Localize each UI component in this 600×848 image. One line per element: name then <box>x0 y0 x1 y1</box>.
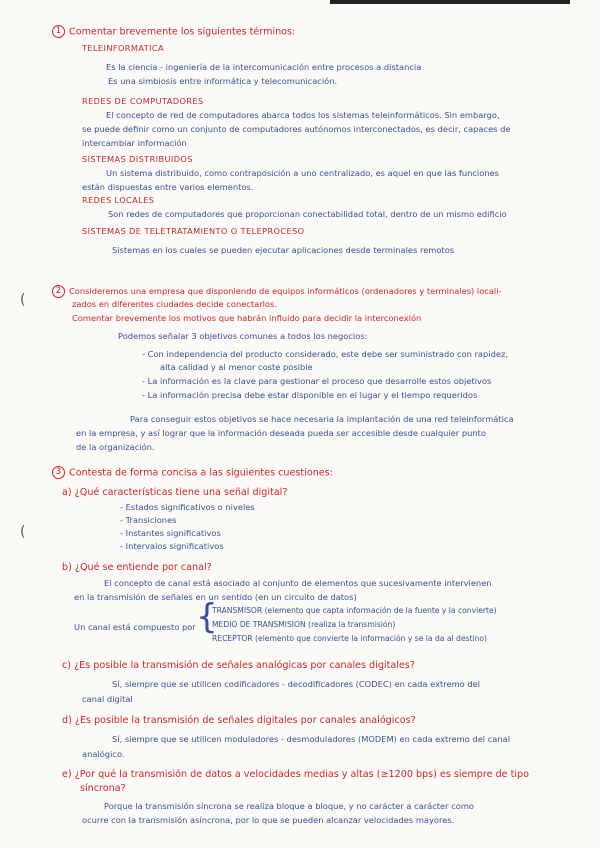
term-redes-locales: REDES LOCALES <box>82 195 155 205</box>
section-2-answer-line-4: - La información es la clave para gestionar el proceso que desarrolle estos objetivos <box>142 376 492 386</box>
section-2-question-line-2: zados en diferentes ciudades decide conectarlos. <box>72 299 277 309</box>
section-2-question-text: Consideremos una empresa que disponiendo de equipos informáticos (ordenadores y terminales) locali- <box>69 286 502 296</box>
term-5-line-1: Sistemas en los cuales se pueden ejecutar aplicaciones desde terminales remotos <box>112 245 455 255</box>
question-e-line-2: síncrona? <box>80 783 126 794</box>
term-3-line-2: están dispuestas entre varios elementos. <box>82 182 254 192</box>
question-e-line-4: ocurre con la transmisión asíncrona, por lo que se pueden alcanzar velocidades mayores. <box>82 815 455 825</box>
section-2-answer-line-7: en la empresa, y así lograr que la información deseada pueda ser accesible desde cualquier punto <box>76 428 486 438</box>
channel-part-transmisor: TRANSMISOR (elemento que capta información de la fuente y la convierte) <box>212 606 497 615</box>
question-b-line-1: El concepto de canal está asociado al conjunto de elementos que sucesivamente intervienen <box>104 578 492 588</box>
section-2-answer-line-8: de la organización. <box>76 442 155 452</box>
scan-edge-mark <box>330 0 570 4</box>
section-3-heading <box>52 466 333 479</box>
question-a-item-1: - Estados significativos o niveles <box>120 502 255 512</box>
question-c-line-1: Sí, siempre que se utilicen codificadores - decodificadores (CODEC) en cada extremo del <box>112 679 481 689</box>
section-2-question-line-3: Comentar brevemente los motivos que habrán influido para decidir la interconexión <box>72 313 422 323</box>
term-1-line-1: Es la ciencia - ingeniería de la intercomunicación entre procesos a distancia <box>106 62 422 72</box>
section-2-answer-line-5: - La información precisa debe estar disponible en el lugar y el tiempo requeridos <box>142 390 478 400</box>
term-sistemas-distribuidos: SISTEMAS DISTRIBUIDOS <box>82 154 193 164</box>
term-2-line-1: El concepto de red de computadores abarca todos los sistemas teleinformáticos. Sin embargo, <box>106 110 500 120</box>
section-2-number: 2 <box>52 285 65 298</box>
section-3-title: Contesta de forma concisa a las siguientes cuestiones: <box>69 467 333 479</box>
term-teleproceso: SISTEMAS DE TELETRATAMIENTO O TELEPROCESO <box>82 226 305 236</box>
question-d: d) ¿Es posible la transmisión de señales digitales por canales analógicos? <box>62 715 416 726</box>
question-e-line-1: e) ¿Por qué la transmisión de datos a velocidades medias y altas (≥1200 bps) es siempre de tipo <box>62 769 530 780</box>
question-a: a) ¿Qué características tiene una señal digital? <box>62 487 288 498</box>
question-b-line-2: en la transmisión de señales en un sentido (en un circuito de datos) <box>74 592 357 602</box>
section-2-answer-line-2: - Con independencia del producto considerado, este debe ser suministrado con rapidez, <box>142 349 508 359</box>
channel-brace: { <box>196 597 218 637</box>
section-1-title: Comentar brevemente los siguientes términos: <box>69 26 296 38</box>
section-2-answer-line-6: Para conseguir estos objetivos se hace necesaria la implantación de una red teleinformática <box>130 414 514 424</box>
term-redes-computadores: REDES DE COMPUTADORES <box>82 96 204 106</box>
channel-lead-text: Un canal está compuesto por <box>74 622 196 632</box>
term-3-line-1: Un sistema distribuido, como contraposición a uno centralizado, es aquel en que las funciones <box>106 168 499 178</box>
term-teleinformatica: TELEINFORMATICA <box>82 43 165 53</box>
section-1-number: 1 <box>52 25 65 38</box>
section-3-number: 3 <box>52 466 65 479</box>
question-a-item-3: - Instantes significativos <box>120 528 221 538</box>
question-d-line-1: Sí, siempre que se utilicen moduladores - desmoduladores (MODEM) en cada extremo del canal <box>112 734 511 744</box>
question-c: c) ¿Es posible la transmisión de señales analógicas por canales digitales? <box>62 660 415 671</box>
margin-parenthesis-1: ( <box>20 292 26 308</box>
question-c-line-2: canal digital <box>82 694 133 704</box>
question-a-item-4: - Intervalos significativos <box>120 541 224 551</box>
term-1-line-2: Es una simbiosis entre informática y telecomunicación. <box>108 76 338 86</box>
question-a-item-2: - Transiciones <box>120 515 177 525</box>
channel-part-receptor: RECEPTOR (elemento que convierte la información y se la da al destino) <box>212 634 487 643</box>
margin-parenthesis-2: ( <box>20 524 26 540</box>
term-2-line-3: intercambiar información <box>82 138 187 148</box>
term-4-line-1: Son redes de computadores que proporcionan conectabilidad total, dentro de un mismo edificio <box>108 209 507 219</box>
section-1-heading <box>52 25 295 38</box>
channel-part-medio: MEDIO DE TRANSMISION (realiza la transmisión) <box>212 620 396 629</box>
term-2-line-2: se puede definir como un conjunto de computadores autónomos interconectados, es decir, capaces de <box>82 124 511 134</box>
question-d-line-2: analógico. <box>82 749 125 759</box>
question-b: b) ¿Qué se entiende por canal? <box>62 562 212 573</box>
section-2-answer-line-1: Podemos señalar 3 objetivos comunes a todos los negocios: <box>118 331 368 341</box>
section-2-answer-line-3: alta calidad y al menor coste posible <box>160 362 313 372</box>
question-e-line-3: Porque la transmisión síncrona se realiza bloque a bloque, y no carácter a carácter como <box>104 801 475 811</box>
section-2-question-line-1 <box>52 285 502 298</box>
